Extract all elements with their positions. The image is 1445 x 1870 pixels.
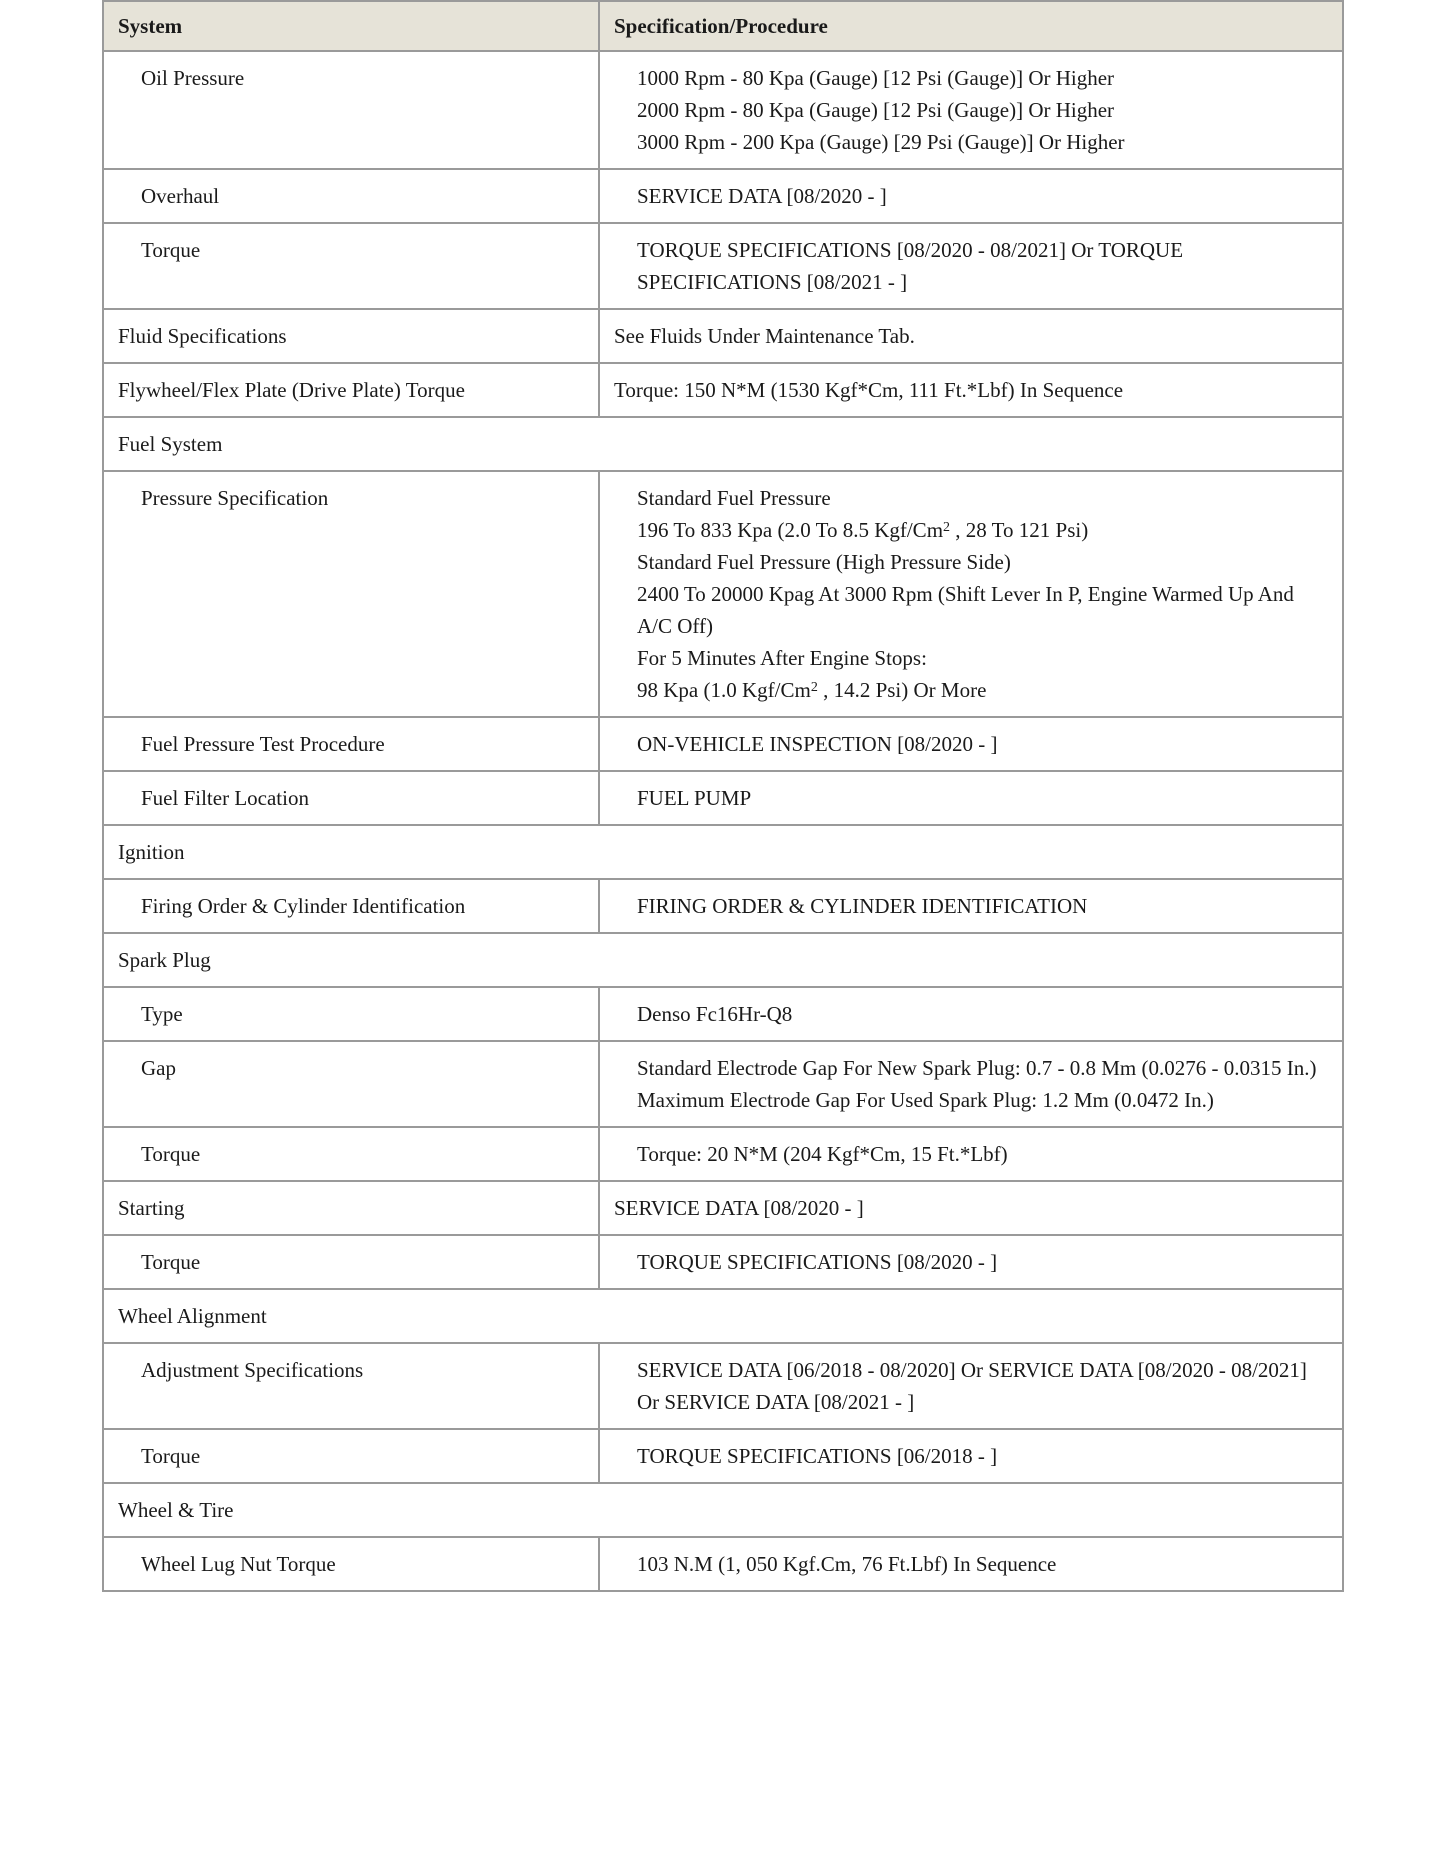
row-value: Torque: 150 N*M (1530 Kgf*Cm, 111 Ft.*Lbf) In Sequence xyxy=(599,363,1343,417)
row-label: Fluid Specifications xyxy=(103,309,599,363)
header-system: System xyxy=(103,1,599,51)
value-line: Or SERVICE DATA [08/2021 - ] xyxy=(637,1390,915,1414)
row-label: Gap xyxy=(103,1041,599,1127)
section-label: Ignition xyxy=(103,825,1343,879)
value-line xyxy=(637,514,1328,546)
row-label: Torque xyxy=(103,1235,599,1289)
section-row xyxy=(103,933,1343,987)
value-line: TORQUE SPECIFICATIONS [08/2020 - 08/2021] Or TORQUE xyxy=(637,238,1184,262)
row-label: Torque xyxy=(103,1127,599,1181)
table-row xyxy=(103,879,1343,933)
value-line: 3000 Rpm - 200 Kpa (Gauge) [29 Psi (Gauge)] Or Higher xyxy=(637,130,1125,154)
table-row xyxy=(103,169,1343,223)
value-line: For 5 Minutes After Engine Stops: xyxy=(637,646,927,670)
table-row xyxy=(103,987,1343,1041)
table-row xyxy=(103,1537,1343,1591)
value-line: Standard Fuel Pressure (High Pressure Side) xyxy=(637,550,1011,574)
superscript: 2 xyxy=(810,680,818,695)
table-row xyxy=(103,223,1343,309)
section-row xyxy=(103,417,1343,471)
value-line: Standard Fuel Pressure xyxy=(637,486,831,510)
table-row xyxy=(103,309,1343,363)
row-label: Wheel Lug Nut Torque xyxy=(103,1537,599,1591)
row-value: FIRING ORDER & CYLINDER IDENTIFICATION xyxy=(599,879,1343,933)
value-line: 2400 To 20000 Kpag At 3000 Rpm (Shift Lever In P, Engine Warmed Up And xyxy=(637,582,1294,606)
header-specification: Specification/Procedure xyxy=(599,1,1343,51)
section-row xyxy=(103,1483,1343,1537)
row-value xyxy=(599,223,1343,309)
value-line: A/C Off) xyxy=(637,614,714,638)
row-value: SERVICE DATA [08/2020 - ] xyxy=(599,1181,1343,1235)
value-line: Maximum Electrode Gap For Used Spark Plug: 1.2 Mm (0.0472 In.) xyxy=(637,1088,1214,1112)
value-text: 98 Kpa (1.0 Kgf/Cm xyxy=(637,678,811,702)
table-row xyxy=(103,1343,1343,1429)
row-value: TORQUE SPECIFICATIONS [08/2020 - ] xyxy=(599,1235,1343,1289)
row-value xyxy=(599,471,1343,717)
row-value: See Fluids Under Maintenance Tab. xyxy=(599,309,1343,363)
row-label: Torque xyxy=(103,223,599,309)
row-value: FUEL PUMP xyxy=(599,771,1343,825)
value-line: Standard Electrode Gap For New Spark Plug: 0.7 - 0.8 Mm (0.0276 - 0.0315 In.) xyxy=(637,1056,1317,1080)
table-row xyxy=(103,717,1343,771)
section-label: Wheel Alignment xyxy=(103,1289,1343,1343)
table-row xyxy=(103,1127,1343,1181)
value-text: 196 To 833 Kpa (2.0 To 8.5 Kgf/Cm xyxy=(637,518,944,542)
value-line xyxy=(637,674,1328,706)
specifications-table xyxy=(102,0,1344,1592)
row-label: Flywheel/Flex Plate (Drive Plate) Torque xyxy=(103,363,599,417)
section-label: Spark Plug xyxy=(103,933,1343,987)
section-label: Fuel System xyxy=(103,417,1343,471)
row-value: ON-VEHICLE INSPECTION [08/2020 - ] xyxy=(599,717,1343,771)
row-label: Adjustment Specifications xyxy=(103,1343,599,1429)
table-row xyxy=(103,471,1343,717)
table-row xyxy=(103,1041,1343,1127)
value-text: , 28 To 121 Psi) xyxy=(950,518,1089,542)
value-line: 1000 Rpm - 80 Kpa (Gauge) [12 Psi (Gauge)] Or Higher xyxy=(637,66,1115,90)
row-value xyxy=(599,1343,1343,1429)
row-label: Fuel Filter Location xyxy=(103,771,599,825)
row-label: Starting xyxy=(103,1181,599,1235)
table-row xyxy=(103,771,1343,825)
row-label: Firing Order & Cylinder Identification xyxy=(103,879,599,933)
header-row xyxy=(103,1,1343,51)
row-value: SERVICE DATA [08/2020 - ] xyxy=(599,169,1343,223)
table-row xyxy=(103,1429,1343,1483)
value-text: , 14.2 Psi) Or More xyxy=(817,678,987,702)
row-value: Torque: 20 N*M (204 Kgf*Cm, 15 Ft.*Lbf) xyxy=(599,1127,1343,1181)
value-line: SPECIFICATIONS [08/2021 - ] xyxy=(637,270,908,294)
row-label: Pressure Specification xyxy=(103,471,599,717)
value-line: 2000 Rpm - 80 Kpa (Gauge) [12 Psi (Gauge)] Or Higher xyxy=(637,98,1115,122)
section-row xyxy=(103,1289,1343,1343)
table-row xyxy=(103,1235,1343,1289)
row-label: Overhaul xyxy=(103,169,599,223)
table-row xyxy=(103,51,1343,169)
row-value xyxy=(599,1041,1343,1127)
value-line: SERVICE DATA [06/2018 - 08/2020] Or SERVICE DATA [08/2020 - 08/2021] xyxy=(637,1358,1307,1382)
superscript: 2 xyxy=(943,520,951,535)
row-label: Type xyxy=(103,987,599,1041)
row-value: TORQUE SPECIFICATIONS [06/2018 - ] xyxy=(599,1429,1343,1483)
row-label: Torque xyxy=(103,1429,599,1483)
table-row xyxy=(103,363,1343,417)
row-value xyxy=(599,51,1343,169)
row-label: Oil Pressure xyxy=(103,51,599,169)
section-row xyxy=(103,825,1343,879)
section-label: Wheel & Tire xyxy=(103,1483,1343,1537)
row-value: Denso Fc16Hr-Q8 xyxy=(599,987,1343,1041)
row-value: 103 N.M (1, 050 Kgf.Cm, 76 Ft.Lbf) In Sequence xyxy=(599,1537,1343,1591)
row-label: Fuel Pressure Test Procedure xyxy=(103,717,599,771)
table-row xyxy=(103,1181,1343,1235)
